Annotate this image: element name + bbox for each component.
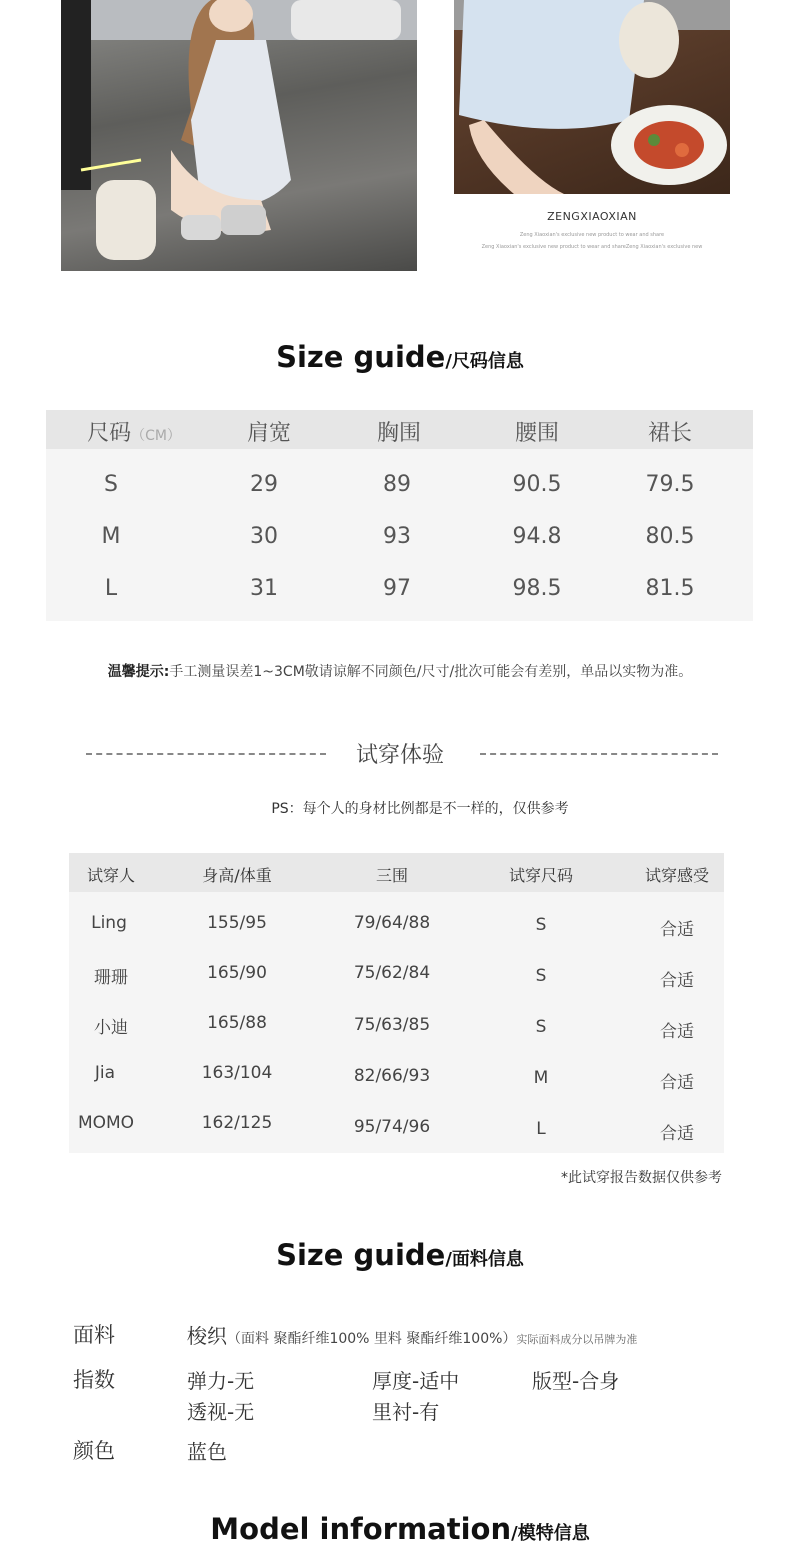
tryon-cell: 155/95	[207, 913, 267, 933]
material-row	[187, 1320, 637, 1349]
tryon-cell: 小迪	[94, 1018, 128, 1038]
tryon-cell: M	[533, 1068, 549, 1088]
tryon-divider	[0, 736, 800, 770]
tryon-cell: Ling	[91, 913, 127, 933]
material-detail: （面料 聚酯纤维100% 里料 聚酯纤维100%）	[227, 1331, 517, 1347]
index-thickness: 厚度-适中	[372, 1369, 460, 1393]
color-label: 颜色	[73, 1439, 115, 1463]
size-cell: L	[104, 576, 118, 601]
size-unit: （CM）	[131, 428, 181, 444]
tryon-cell: S	[535, 915, 547, 935]
size-header-waist: 腰围	[514, 421, 560, 446]
size-guide-heading	[0, 340, 800, 374]
index-elasticity: 弹力-无	[187, 1369, 255, 1393]
size-table-header	[46, 410, 753, 449]
notice-text: 手工测量误差1~3CM敬请谅解不同颜色/尺寸/批次可能会有差别，单品以实物为准。	[169, 664, 693, 680]
size-header-bust: 胸围	[376, 421, 422, 446]
tryon-ps: PS：每个人的身材比例都是不一样的，仅供参考	[271, 801, 569, 817]
tryon-header-person: 试穿人	[86, 866, 136, 885]
size-cell: 79.5	[645, 472, 695, 497]
size-cell: 30	[250, 524, 278, 549]
tryon-cell: 165/88	[207, 1013, 267, 1033]
size-cell: 80.5	[645, 524, 695, 549]
size-header-size: 尺码（CM）	[87, 421, 181, 446]
notice-label: 温馨提示:	[107, 664, 170, 680]
size-cell: 31	[250, 576, 278, 601]
tryon-cell: 合适	[660, 1073, 694, 1093]
brand-title: ZENGXIAOXIAN	[547, 210, 637, 223]
material-label: 面料	[73, 1323, 115, 1347]
fabric-subtitle: /面料信息	[445, 1249, 524, 1270]
tryon-footnote: *此试穿报告数据仅供参考	[561, 1170, 722, 1186]
size-header-shoulder: 肩宽	[246, 421, 292, 446]
size-cell: S	[104, 472, 118, 497]
tryon-cell: 合适	[660, 1124, 694, 1144]
tryon-header-feel: 试穿感受	[644, 866, 710, 885]
color-value: 蓝色	[187, 1440, 227, 1464]
divider-dash-right	[480, 753, 718, 755]
tryon-table	[69, 853, 724, 1153]
measurement-notice	[0, 661, 800, 681]
tryon-cell: L	[536, 1119, 546, 1139]
size-guide-subtitle: /尺码信息	[445, 351, 524, 372]
size-cell: 98.5	[512, 576, 562, 601]
tryon-cell: MOMO	[77, 1113, 135, 1133]
tryon-title: 试穿体验	[355, 743, 444, 768]
brand-tagline-1: Zeng Xiaoxian's exclusive new product to wear and share	[519, 232, 665, 238]
tryon-cell: 95/74/96	[353, 1117, 431, 1137]
model-title: Model information	[210, 1512, 512, 1546]
brand-caption	[454, 210, 730, 253]
tryon-cell: S	[535, 966, 547, 986]
tryon-cell: 163/104	[201, 1063, 273, 1083]
tryon-cell: 75/63/85	[353, 1015, 431, 1035]
tryon-cell: 162/125	[201, 1113, 273, 1133]
tryon-cell: 珊珊	[94, 968, 128, 988]
fabric-title: Size guide	[276, 1238, 446, 1272]
tryon-cell: S	[535, 1017, 547, 1037]
tryon-cell: 82/66/93	[353, 1066, 431, 1086]
index-transparency: 透视-无	[187, 1400, 255, 1424]
size-guide-title: Size guide	[276, 340, 446, 374]
tryon-cell: 165/90	[207, 963, 267, 983]
tryon-header-size: 试穿尺码	[508, 866, 574, 885]
index-label: 指数	[73, 1368, 115, 1392]
size-table	[46, 410, 753, 621]
size-cell: 94.8	[512, 524, 562, 549]
tryon-cell: 75/62/84	[353, 963, 431, 983]
material-value: 梭织	[187, 1324, 227, 1348]
tryon-cell: 合适	[660, 920, 694, 940]
size-header-length: 裙长	[647, 421, 693, 446]
tryon-cell: 合适	[660, 1022, 694, 1042]
size-cell: 81.5	[645, 576, 695, 601]
size-cell: 90.5	[512, 472, 562, 497]
material-note: 实际面料成分以吊牌为准	[516, 1333, 638, 1346]
tryon-header-height-weight: 身高/体重	[202, 866, 272, 885]
product-photo-right	[454, 0, 730, 194]
tryon-cell: 合适	[660, 971, 694, 991]
tryon-cell: 79/64/88	[353, 913, 431, 933]
product-photo-left	[61, 0, 417, 271]
fabric-heading	[0, 1238, 800, 1272]
model-heading	[0, 1512, 800, 1546]
size-cell: 89	[383, 472, 411, 497]
brand-tagline-2: Zeng Xiaoxian's exclusive new product to wear and shareZeng Xiaoxian's exclusive new	[481, 244, 703, 250]
size-cell: M	[101, 524, 121, 549]
size-cell: 93	[383, 524, 411, 549]
model-subtitle: /模特信息	[511, 1523, 590, 1544]
size-cell: 29	[250, 472, 278, 497]
tryon-cell: Jia	[94, 1063, 116, 1083]
index-lining: 里衬-有	[372, 1400, 440, 1424]
tryon-header-measurements: 三围	[375, 866, 409, 885]
tryon-table-header	[69, 853, 724, 892]
size-cell: 97	[383, 576, 411, 601]
index-fit: 版型-合身	[532, 1369, 620, 1393]
